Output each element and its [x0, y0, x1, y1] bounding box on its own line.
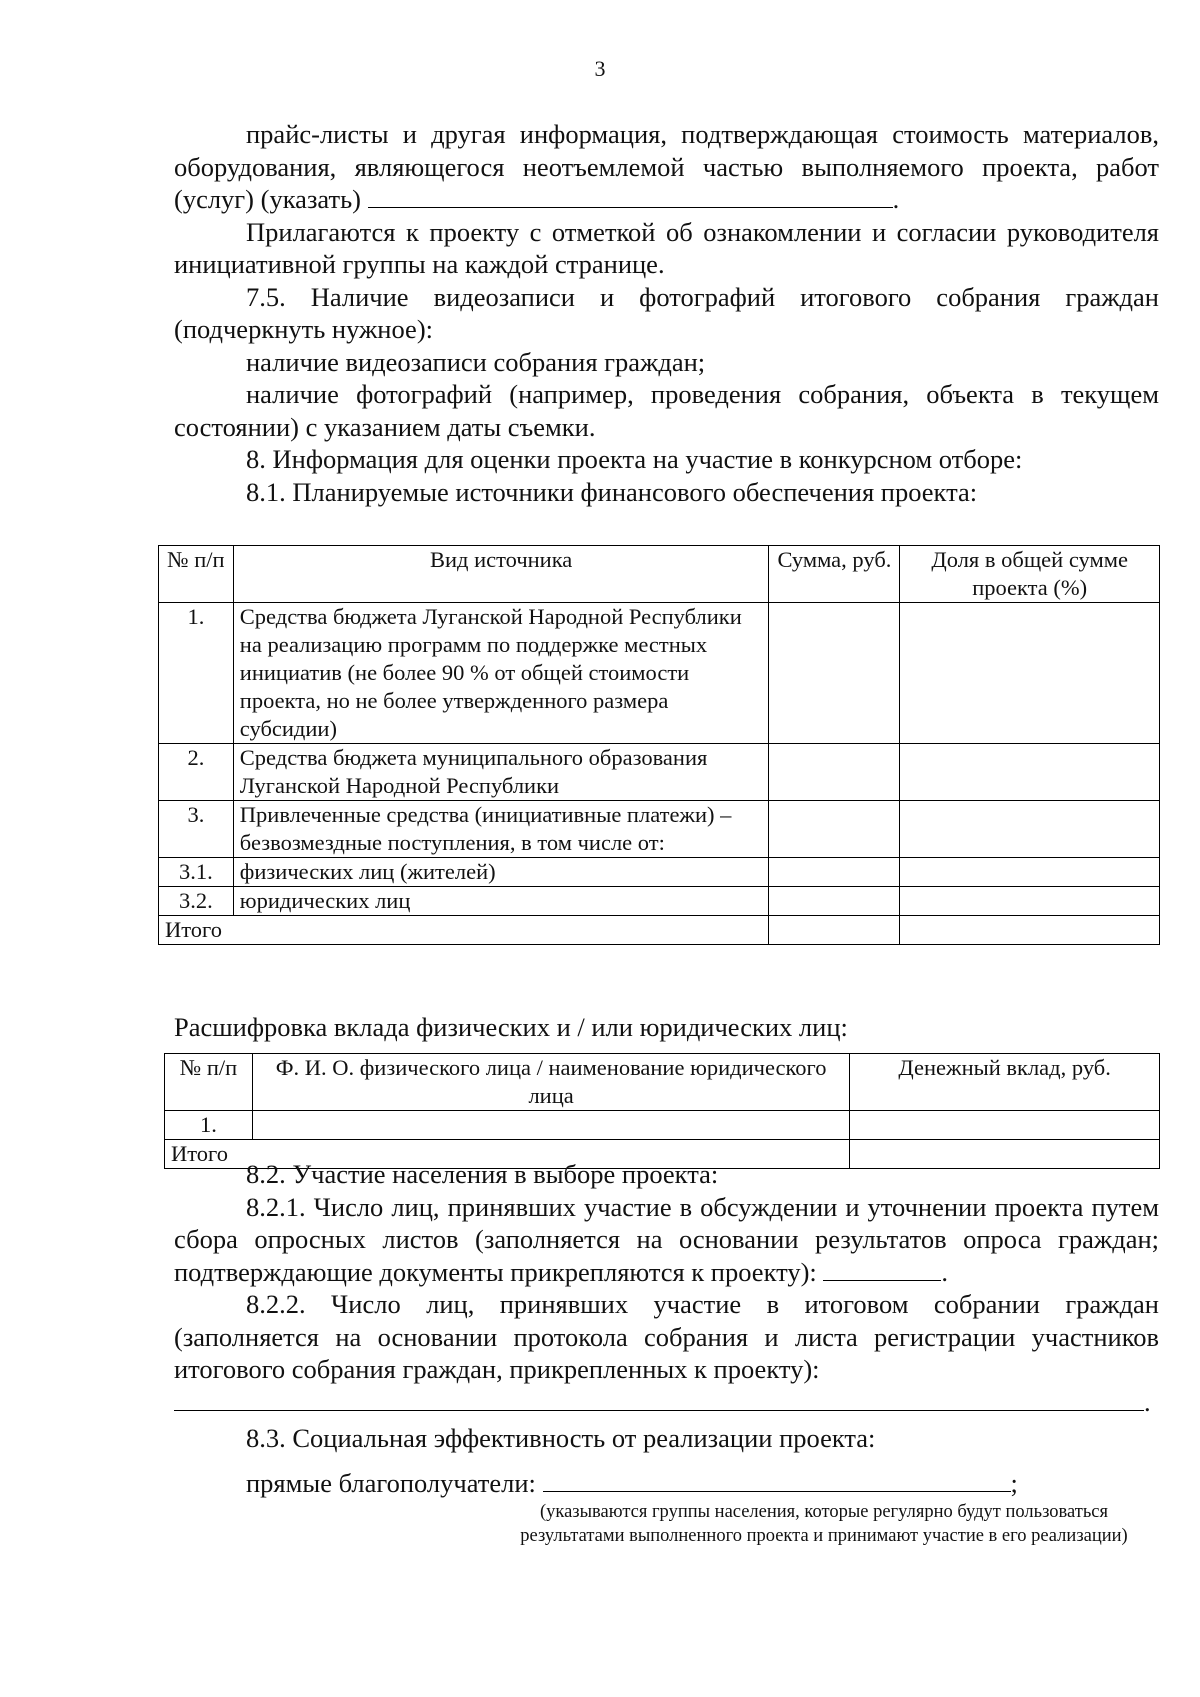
row-sum[interactable]: [769, 858, 900, 887]
row-share[interactable]: [900, 603, 1160, 744]
row-sum[interactable]: [769, 744, 900, 801]
row-sum[interactable]: [769, 887, 900, 916]
survey-text: 8.2.1. Число лиц, принявших участие в обсуждении и уточнении проекта путем сбора опросных листов (заполняется на основании результатов опроса граждан; подтверждающие документы прикрепляются к проекту):: [174, 1191, 1159, 1287]
paragraph-8-2-2: 8.2.2. Число лиц, принявших участие в итоговом собрании граждан (заполняется на основании протокола собрания и листа регистрации участников итогового собрания граждан, прикрепленных к проекту):: [174, 1289, 1159, 1384]
table-row: [159, 603, 1160, 744]
paragraph-7-5: 7.5. Наличие видеозаписи и фотографий итогового собрания граждан (подчеркнуть нужное):: [174, 281, 1159, 344]
table-row: [165, 1111, 1160, 1140]
document-body: [165, 118, 1159, 1546]
row-source: физических лиц (жителей): [233, 858, 769, 887]
row-share[interactable]: [900, 801, 1160, 858]
row-contribution[interactable]: [850, 1111, 1160, 1140]
funding-sources-table: [158, 545, 1160, 945]
table-total-row: [159, 916, 1160, 945]
row-sum[interactable]: [769, 801, 900, 858]
row-num: 3.2.: [159, 887, 234, 916]
row-share[interactable]: [900, 858, 1160, 887]
paragraph-8-2-1: [174, 1191, 1159, 1289]
total-sum[interactable]: [769, 916, 900, 945]
beneficiaries-text: прямые благополучатели:: [246, 1467, 536, 1498]
paragraph-video: наличие видеозаписи собрания граждан;: [246, 346, 706, 377]
blank-line-price-lists[interactable]: [368, 183, 893, 208]
blank-line-survey[interactable]: [823, 1256, 941, 1281]
meeting-end: .: [1144, 1386, 1151, 1417]
row-source: юридических лиц: [233, 887, 769, 916]
blank-line-meeting[interactable]: [174, 1386, 1144, 1411]
row-source: Средства бюджета муниципального образования Луганской Народной Республики: [233, 744, 769, 801]
header-num: № п/п: [165, 1054, 253, 1111]
row-sum[interactable]: [769, 603, 900, 744]
table-row: [159, 858, 1160, 887]
price-lists-end: .: [892, 184, 900, 214]
paragraph-attachments: Прилагаются к проекту с отметкой об ознакомлении и согласии руководителя инициативной группы на каждой странице.: [174, 216, 1159, 279]
paragraph-8-3: 8.3. Социальная эффективность от реализации проекта:: [246, 1423, 876, 1453]
total-label: Итого: [165, 1140, 850, 1169]
total-label: Итого: [159, 916, 769, 945]
table-row: [159, 801, 1160, 858]
header-contributor: Ф. И. О. физического лица / наименование юридического лица: [252, 1054, 849, 1111]
table-header-row: [165, 1054, 1160, 1111]
row-contributor[interactable]: [252, 1111, 849, 1140]
total-share[interactable]: [900, 916, 1160, 945]
blank-line-beneficiaries[interactable]: [543, 1467, 1011, 1492]
paragraph-8-2: 8.2. Участие населения в выборе проекта:: [246, 1159, 719, 1189]
row-num: 3.1.: [159, 858, 234, 887]
meeting-blank-row: [174, 1386, 1159, 1419]
survey-end: .: [941, 1256, 949, 1287]
header-share: Доля в общей сумме проекта (%): [900, 546, 1160, 603]
row-num: 2.: [159, 744, 234, 801]
row-source: Средства бюджета Луганской Народной Республики на реализацию программ по поддержке местных инициатив (не более 90 % от общей стоимости проекта, но не более утвержденного размера субсидии): [233, 603, 769, 744]
paragraph-8-1: 8.1. Планируемые источники финансового обеспечения проекта:: [246, 476, 978, 507]
section-8-2: [174, 1158, 1159, 1567]
paragraph-photos: наличие фотографий (например, проведения собрания, объекта в текущем состоянии) с указанием даты съемки.: [174, 379, 1159, 442]
row-source: Привлеченные средства (инициативные платежи) – безвозмездные поступления, в том числе от:: [233, 801, 769, 858]
row-share[interactable]: [900, 887, 1160, 916]
row-num: 3.: [159, 801, 234, 858]
contributions-table: [164, 1053, 1160, 1169]
header-source: Вид источника: [233, 546, 769, 603]
header-num: № п/п: [159, 546, 234, 603]
row-num: 1.: [159, 603, 234, 744]
beneficiaries-note: (указываются группы населения, которые регулярно будут пользоваться результатами выполненного проекта и принимают участие в его реализации): [520, 1502, 1128, 1546]
header-contribution: Денежный вклад, руб.: [850, 1054, 1160, 1111]
header-sum: Сумма, руб.: [769, 546, 900, 603]
price-lists-text: прайс-листы и другая информация, подтверждающая стоимость материалов, оборудования, являющегося неотъемлемой частью выполняемого проекта, работ (услуг) (указать): [174, 119, 1159, 214]
paragraph-8: 8. Информация для оценки проекта на участие в конкурсном отборе:: [246, 444, 1023, 474]
table-row: [159, 887, 1160, 916]
row-num: 1.: [165, 1111, 253, 1140]
table-row: [159, 744, 1160, 801]
beneficiaries-end: ;: [1010, 1467, 1018, 1498]
paragraph-beneficiaries: [174, 1467, 1159, 1500]
row-share[interactable]: [900, 744, 1160, 801]
contributions-caption: Расшифровка вклада физических и / или юридических лиц:: [174, 1012, 848, 1042]
table-header-row: [159, 546, 1160, 603]
paragraph-price-lists: [174, 118, 1159, 216]
page-number: 3: [594, 56, 606, 81]
